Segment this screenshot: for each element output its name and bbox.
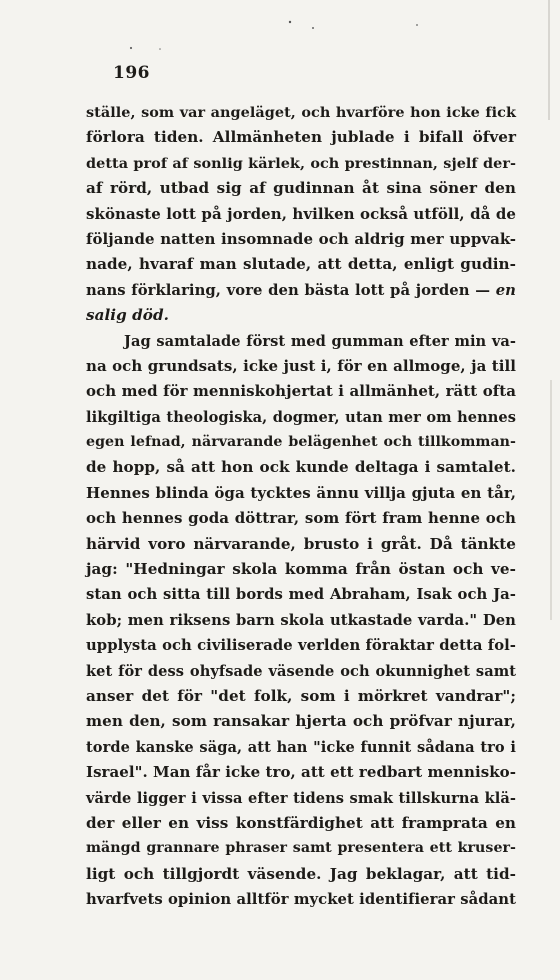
text-line: der eller en viss konstfärdighet att framprata en	[86, 813, 516, 832]
text-line: värde ligger i vissa efter tidens smak tillskurna klä-	[86, 789, 516, 807]
text-line: af rörd, utbad sig af gudinnan åt sina söner den	[86, 179, 516, 198]
text-line: och med för menniskohjertat i allmänhet, rätt ofta	[86, 382, 516, 401]
text-line: de hopp, så att hon ock kunde deltaga i samtalet.	[86, 458, 516, 477]
text-line: följande natten insomnade och aldrig mer uppvak-	[86, 229, 516, 248]
text-line: ställe, som var angeläget, och hvarföre hon icke fick	[86, 104, 516, 121]
text-line: Hennes blinda öga tycktes ännu villja gjuta en tår,	[86, 483, 516, 502]
text-line: detta prof af sonlig kärlek, och prestinnan, sjelf der-	[86, 154, 516, 172]
text-line	[86, 278, 516, 303]
text-line: skönaste lott på jorden, hvilken också utföll, då de	[86, 204, 516, 223]
text-line: härvid voro närvarande, brusto i gråt. Då tänkte	[86, 534, 516, 553]
text-line: likgiltiga theologiska, dogmer, utan mer om hennes	[86, 408, 516, 426]
paragraph-first-line: Jag samtalade först med gumman efter min va-	[124, 332, 516, 350]
text-line: stan och sitta till bords med Abraham, Isak och Ja-	[86, 586, 516, 604]
text-line-italic: en	[495, 281, 516, 299]
text-line: hvarfvets opinion alltför mycket identifierar sådant	[86, 891, 516, 909]
text-line: kob; men riksens barn skola utkastade varda." Den	[86, 611, 516, 629]
text-line: anser det för "det folk, som i mörkret vandrar";	[86, 686, 516, 705]
text-line: och hennes goda döttrar, som fört fram henne och	[86, 509, 516, 528]
text-line: Israel". Man får icke tro, att ett redbart mennisko-	[86, 763, 516, 782]
text-line: upplysta och civiliserade verlden föraktar detta fol-	[86, 637, 516, 655]
text-line: men den, som ransakar hjerta och pröfvar njurar,	[86, 712, 516, 731]
text-line: mängd grannare phraser samt presentera ett kruser-	[86, 840, 516, 857]
text-line: nade, hvaraf man slutade, att detta, enligt gudin-	[86, 255, 516, 274]
text-line-main: nans förklaring, vore den bästa lott på jorden —	[86, 281, 491, 299]
text-line: egen lefnad, närvarande belägenhet och tillkomman-	[86, 434, 516, 451]
page-number: 196	[113, 63, 150, 83]
text-line: ligt och tillgjordt väsende. Jag beklagar, att tid-	[86, 864, 516, 883]
text-line: torde kanske säga, att han "icke funnit sådana tro i	[86, 738, 516, 756]
text-line-italic: salig död.	[86, 306, 169, 325]
text-line: jag: "Hedningar skola komma från östan och ve-	[86, 560, 516, 579]
body-text	[86, 100, 516, 913]
text-line: förlora tiden. Allmänheten jublade i bifall öfver	[86, 128, 516, 147]
text-line	[86, 303, 516, 328]
text-line: ket för dess ohyfsade väsende och okunnighet samt	[86, 662, 516, 680]
text-line: na och grundsats, icke just i, för en allmoge, ja till	[86, 356, 516, 375]
